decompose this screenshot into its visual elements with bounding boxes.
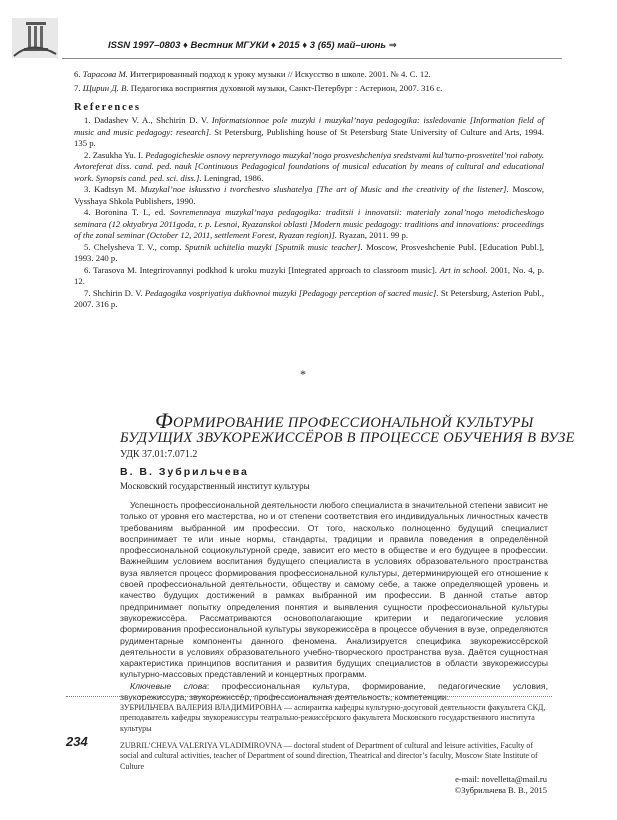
- references-list: [74, 115, 544, 311]
- keywords: Ключевые слова: профессиональная культура, формирование, педагогические условия, звукорежиссура, звукорежиссёр, профессиональная деятельность, компетенции.: [120, 680, 549, 703]
- ru-reference-item: 6. Тарасова М. Интегрированный подход к уроку музыки // Искусство в школе. 2001. № 4. С. 12.: [74, 69, 431, 79]
- journal-year: 2015: [278, 40, 300, 51]
- reference-item: 3. Kadtsyn M. Muzykal’noe iskusstvo i tvorchestvo slushatelya [The art of Music and the creativity of the listener]. Moscow, Vysshaya Shkola Publishers, 1990.: [74, 184, 545, 206]
- reference-item: 1. Dadashev V. A., Shchirin D. V. Informatsionnoe pole muzyki i muzykal’naya pedagogika: issledovanie [Information field of music and music pedagogy: research]. St Petersburg, Publishing house of St Petersburg State University of Culture and Arts, 1994. 135 p.: [74, 115, 545, 148]
- author-bio-ru: ЗУБРИЛЬЧЕВА ВАЛЕРИЯ ВЛАДИМИРОВНА — аспирантка кафедры культурно-досуговой деятельности факультета СКД, преподаватель кафедры звукорежиссуры театрально-режиссёрского факультета Московского государственного института культуры: [120, 703, 546, 733]
- journal-issue: 3 (65) май–июнь: [309, 40, 387, 51]
- reference-item: 2. Zasukha Yu. I. Pedagogicheskie osnovy nepreryvnogo muzykal’nogo prosveshcheniya sredstvami kul’turno-prosvetitel’noi raboty. Avtoreferat diss. cand. ped. nauk [Continuous Pedagogical foundations of musical education by means of cultural and educational work. Synopsis cand. ped. sci. diss.]. Leningrad, 1986.: [74, 149, 545, 183]
- author-institution: Московский государственный институт культуры: [120, 481, 310, 491]
- page-header: [0, 0, 617, 60]
- ru-reference-item: 7. Щирин Д. В. Педагогика восприятия духовной музыки, Санкт-Петербург : Астерион, 2007. 316 с.: [74, 83, 443, 93]
- contact-block: [455, 774, 547, 795]
- reference-item: 4. Boronina T. I., ed. Sovremennaya muzykal’naya pedagogika: traditsii i innovatsii: materialy zonal’nogo metodicheskogo seminara (12 oktyabrya 2011goda, r. p. Lesnoi, Ryazanskoi oblasti [Modern music pedagogy: traditions and innovations: proceedings of the zonal seminar (October 12, 2011, settlement Forest, Ryazan region)]. Ryazan, 2011. 99 p.: [74, 207, 544, 240]
- header-divider: [62, 58, 562, 59]
- abstract-text: Успешность профессиональной деятельности любого специалиста в значительной степени зависит не только от уровня его мастерства, но и от степени соответствия его индивидуальных личностных качеств требованиям выбранной им профессии. От того, насколько полноценно будущий специалист воспринимает те или иные нормы, стандарты, традиции и правила поведения в определённой профессиональной социокультурной среде, зависит его место в обществе и его будущее в профессии. Важнейшим условием воспитания будущего специалиста в условиях образовательного пространства вуза является процесс формирования профессиональной культуры, детерминирующей его отношение к своей профессиональной деятельности, обществу и самому себе, а также определяющей уровень и качество будущих достижений в рамках выбранной им профессии. В данной статье автор предпринимает попытку определения понятия и выявления сущности профессиональной культуры звукорежиссёра. Рассматриваются основополагающие критерии и педагогические условия формирования профессиональной культуры звукорежиссёра в процессе обучения в вузе, определяются рудиментарные компоненты данного феномена. Анализируется специфика звукорежиссёрской деятельности в условиях образовательного учебно-творческого пространства вуза. Даётся сущностная характеристика принципов воспитания и развития будущих специалистов в области звукорежиссуры культурно-массовых представлений и концертных программ.: [120, 500, 548, 680]
- udc-code: УДК 37.01:7.071.2: [120, 449, 198, 460]
- journal-header: ISSN 1997–0803 ♦ Вестник МГУКИ ♦ 2015 ♦ 3 (65) май–июнь ⇒: [108, 40, 397, 51]
- copyright: ©Зубрильчева В. В., 2015: [454, 784, 547, 795]
- article-author: В. В. Зубрильчева: [120, 466, 249, 478]
- issn: ISSN 1997–0803: [108, 40, 181, 51]
- references-heading: References: [74, 102, 141, 113]
- university-logo: [12, 18, 58, 58]
- reference-item: 6. Tarasova M. Integrirovannyi podkhod k uroku muzyki [Integrated approach to classroom music]. Art in school. 2001, No. 4, p. 12.: [74, 264, 544, 286]
- reference-item: 5. Chelysheva T. V., comp. Sputnik uchitelia muzyki [Sputnik music teacher]. Moscow, Prosveshchenie Publ. [Education Publ.], 1993. 240 p.: [74, 241, 545, 263]
- author-email: e-mail: novelletta@mail.ru: [455, 774, 547, 784]
- journal-name: Вестник МГУКИ: [190, 40, 269, 51]
- reference-item: 7. Shchirin D. V. Pedagogika vospriyatiya dukhovnoi muzyki [Pedagogy perception of sacred music]. St Petersburg, Asterion Publ., 2007. 316 p.: [74, 287, 545, 309]
- arrow-icon: ⇒: [388, 40, 397, 51]
- article-title-line1: ФОРМИРОВАНИЕ ПРОФЕССИОНАЛЬНОЙ КУЛЬТУРЫ: [155, 408, 534, 433]
- title-drop-cap: Ф: [155, 408, 173, 433]
- article-title-line2: БУДУЩИХ ЗВУКОРЕЖИССЁРОВ В ПРОЦЕССЕ ОБУЧЕНИЯ В ВУЗЕ: [120, 430, 575, 446]
- footnote-divider: [66, 696, 552, 697]
- page-number: 234: [66, 734, 88, 749]
- article-abstract: [120, 500, 548, 703]
- author-bio-en: ZUBRIL’CHEVA VALERIYA VLADIMIROVNA — doctoral student of Department of cultural and leisure activities, Faculty of social and cultural activities, teacher of Department of sound direction, Theatrical and director’s faculty, Moscow State Institute of Culture: [120, 741, 538, 771]
- section-separator: *: [300, 367, 306, 381]
